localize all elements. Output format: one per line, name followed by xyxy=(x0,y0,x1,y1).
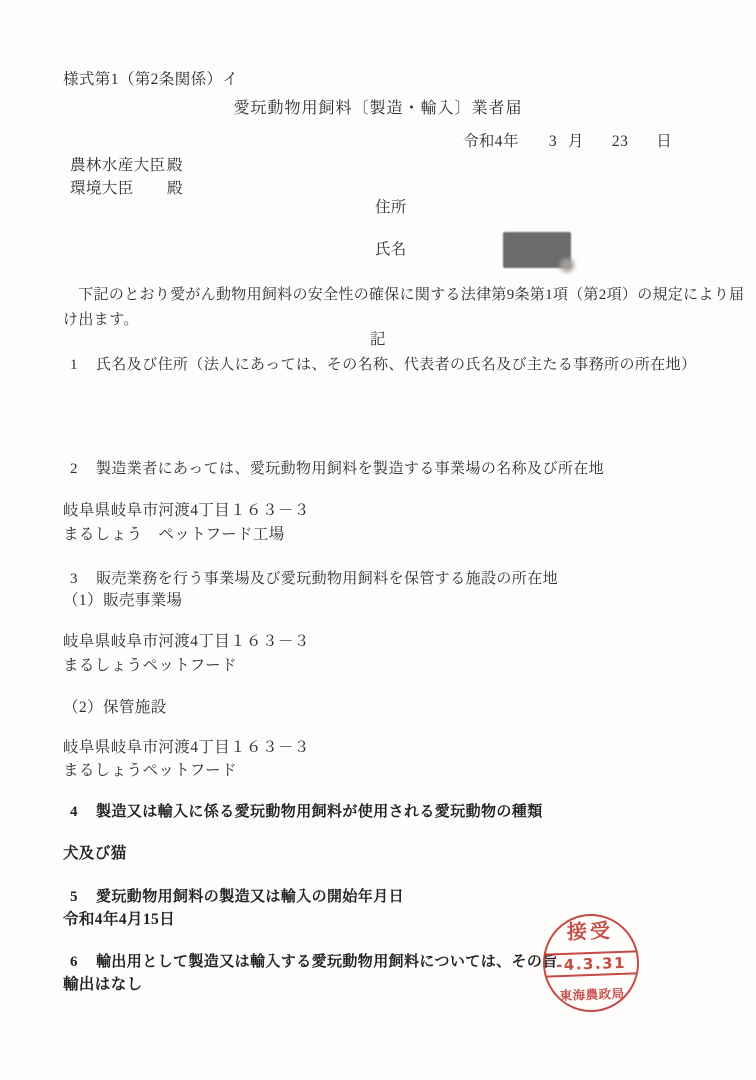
address-label: 住所 xyxy=(375,199,407,216)
section-3-heading xyxy=(70,569,558,589)
date-month-unit: 月 xyxy=(568,133,584,150)
stamp-office-name: 東海農政局 xyxy=(559,986,625,1004)
form-code: 様式第1（第2条関係）イ xyxy=(63,71,239,88)
section-6-answer: 輸出はなし xyxy=(63,976,143,993)
stamp-date: -4.3.31 xyxy=(545,950,638,977)
section-5-answer: 令和4年4月15日 xyxy=(63,911,176,928)
section-number: 6 xyxy=(70,954,78,970)
section-heading-text: 氏名及び住所（法人にあっては、その名称、代表者の氏名及び主たる事務所の所在地） xyxy=(96,357,697,373)
stamp-reception-text: 接受 xyxy=(566,920,614,944)
section-1-heading xyxy=(70,355,696,375)
section-heading-text: 愛玩動物用飼料の製造又は輸入の開始年月日 xyxy=(96,889,405,905)
section-number: 1 xyxy=(70,357,78,373)
section-number: 4 xyxy=(70,804,78,820)
date-month: 3 xyxy=(548,133,558,150)
form-title: 愛玩動物用飼料〔製造・輸入〕業者届 xyxy=(233,100,523,117)
name-label: 氏名 xyxy=(375,241,407,258)
section-3-sub-1-address: 岐阜県岐阜市河渡4丁目１６３－３ xyxy=(63,633,310,650)
preamble-line-2: け出ます。 xyxy=(63,312,139,328)
section-6-heading xyxy=(70,952,558,972)
section-2-heading xyxy=(70,459,604,479)
section-heading-text: 販売業務を行う事業場及び愛玩動物用飼料を保管する施設の所在地 xyxy=(96,571,559,587)
section-number: 5 xyxy=(70,889,78,905)
addressee-name: 農林水産大臣 xyxy=(70,157,166,174)
section-3-sub-2-label: （2）保管施設 xyxy=(63,699,167,716)
section-5-heading xyxy=(70,887,404,907)
section-heading-text: 輸出用として製造又は輸入する愛玩動物用飼料については、その旨 xyxy=(96,954,558,970)
date-day: 23 xyxy=(611,133,629,150)
addressee-honorific: 殿 xyxy=(167,180,183,197)
section-3-sub-1-business-name: まるしょうペットフード xyxy=(63,657,237,674)
section-2-address: 岐阜県岐阜市河渡4丁目１６３－３ xyxy=(63,502,310,519)
section-4-answer: 犬及び猫 xyxy=(63,845,127,862)
section-4-heading xyxy=(70,802,543,822)
date-day-unit: 日 xyxy=(656,133,673,150)
record-marker: 記 xyxy=(370,331,386,348)
preamble-line-1: 下記のとおり愛がん動物用飼料の安全性の確保に関する法律第9条第1項（第2項）の規定により届 xyxy=(63,287,745,303)
addressee-agriculture-minister xyxy=(70,156,183,177)
date-era-year: 令和4年 xyxy=(463,133,519,150)
addressee-honorific: 殿 xyxy=(167,157,183,174)
section-2-business-name: まるしょう ペットフード工場 xyxy=(63,526,285,543)
section-3-sub-2-address: 岐阜県岐阜市河渡4丁目１６３－３ xyxy=(63,739,310,756)
section-number: 3 xyxy=(70,571,78,587)
section-number: 2 xyxy=(70,461,78,477)
addressee-name: 環境大臣 xyxy=(70,180,134,197)
section-3-sub-2-business-name: まるしょうペットフード xyxy=(63,762,237,779)
redacted-name-block xyxy=(503,232,571,268)
section-3-sub-1-label: （1）販売事業場 xyxy=(63,592,183,609)
date-line xyxy=(463,132,672,153)
section-heading-text: 製造又は輸入に係る愛玩動物用飼料が使用される愛玩動物の種類 xyxy=(96,804,543,820)
section-heading-text: 製造業者にあっては、愛玩動物用飼料を製造する事業場の名称及び所在地 xyxy=(96,461,605,477)
reception-stamp xyxy=(541,912,640,1013)
addressee-environment-minister xyxy=(70,179,183,200)
